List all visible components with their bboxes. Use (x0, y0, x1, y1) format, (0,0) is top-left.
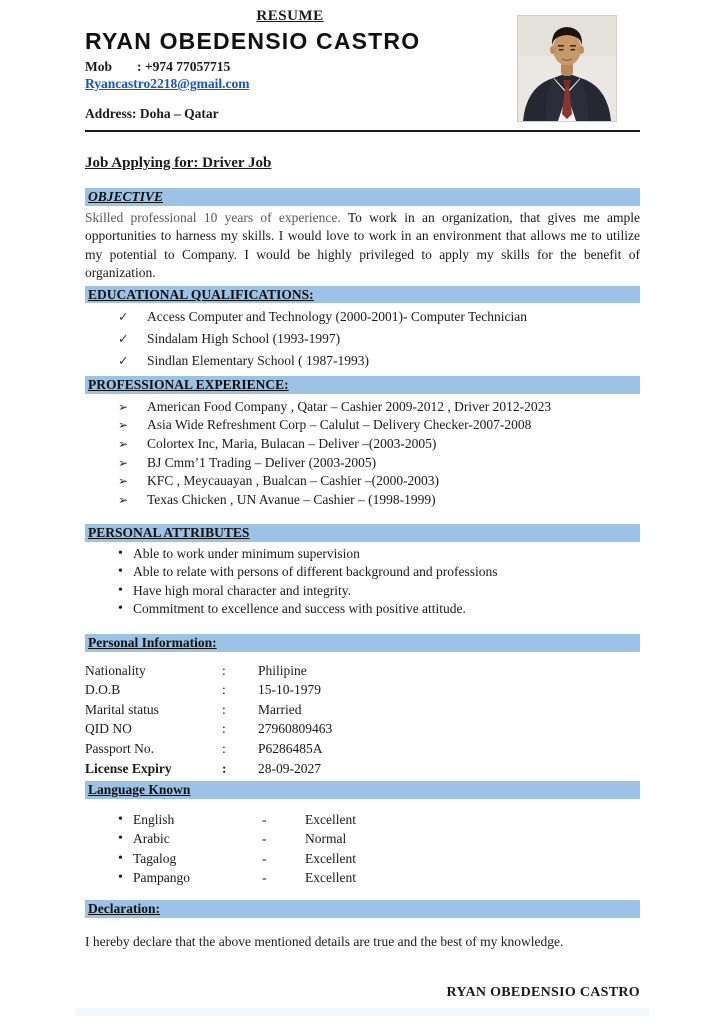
language-row: • Arabic - Normal (85, 829, 640, 849)
section-declaration (85, 900, 640, 1001)
arrow-bullet-icon: ➢ (118, 399, 129, 414)
dot-bullet-icon: • (118, 564, 123, 580)
arrow-bullet-icon: ➢ (118, 418, 129, 433)
mobile-number: : +974 77057715 (137, 59, 231, 74)
declaration-text: I hereby declare that the above mentioned details are true and the best of my knowledge. (85, 933, 564, 949)
experience-item: ➢ KFC , Meycauayan , Bualcan – Cashier –(2000-2003) (85, 472, 640, 491)
experience-item: ➢ Asia Wide Refreshment Corp – Calulut – Delivery Checker-2007-2008 (85, 416, 640, 435)
dot-bullet-icon: • (118, 582, 123, 598)
languages-heading: Language Known (88, 782, 191, 798)
section-objective (85, 188, 640, 283)
objective-heading-bar (85, 188, 640, 206)
attribute-item: • Able to work under minimum supervision (85, 545, 640, 563)
experience-item: ➢ BJ Cmm’1 Trading – Deliver (2003-2005) (85, 454, 640, 473)
education-heading: EDUCATIONAL QUALIFICATIONS: (88, 286, 314, 302)
signature-name: RYAN OBEDENSIO CASTRO (446, 984, 640, 1000)
personal-info-row: Passport No. : P6286485A (85, 741, 323, 756)
personal-info-heading-bar (85, 634, 640, 652)
check-icon: ✓ (118, 354, 129, 369)
dot-bullet-icon: • (118, 850, 123, 866)
experience-heading: PROFESSIONAL EXPERIENCE: (88, 377, 289, 393)
personal-info-row: Nationality : Philipine (85, 662, 307, 678)
language-row: • Tagalog - Excellent (85, 849, 640, 869)
experience-heading-bar (85, 376, 640, 394)
email-link[interactable]: Ryancastro2218@gmail.com (85, 76, 250, 91)
arrow-bullet-icon: ➢ (118, 474, 129, 489)
attribute-item: • Commitment to excellence and success with positive attitude. (85, 600, 640, 618)
experience-item: ➢ American Food Company , Qatar – Cashier 2009-2012 , Driver 2012-2023 (85, 398, 640, 417)
resume-title-wrap (85, 8, 495, 25)
experience-item: ➢ Texas Chicken , UN Avanue – Cashier – (1998-1999) (85, 491, 640, 510)
declaration-heading-bar (85, 900, 640, 918)
document-title: RESUME (256, 8, 324, 24)
attributes-heading: PERSONAL ATTRIBUTES (88, 525, 250, 541)
personal-info-row: Marital status : Married (85, 701, 302, 717)
language-row: • Pampango - Excellent (85, 868, 640, 888)
personal-info-row: QID NO : 27960809463 (85, 721, 333, 737)
attributes-heading-bar (85, 524, 640, 542)
arrow-bullet-icon: ➢ (118, 437, 129, 452)
check-icon: ✓ (118, 310, 129, 325)
education-item: ✓ Access Computer and Technology (2000-2001)- Computer Technician (85, 306, 640, 328)
objective-heading: OBJECTIVE (88, 189, 164, 204)
languages-heading-bar (85, 781, 640, 799)
page-bottom-strip (75, 1008, 649, 1016)
personal-info-row: License Expiry : 28-09-2027 (85, 760, 321, 776)
personal-info-row: D.O.B : 15-10-1979 (85, 682, 321, 698)
dot-bullet-icon: • (118, 545, 123, 561)
section-languages (85, 781, 640, 888)
applicant-photo (517, 15, 617, 122)
attribute-item: • Able to relate with persons of different background and professions (85, 563, 640, 581)
arrow-bullet-icon: ➢ (118, 492, 129, 507)
arrow-bullet-icon: ➢ (118, 455, 129, 470)
address-line: Address: Doha – Qatar (85, 106, 219, 121)
experience-item: ➢ Colortex Inc, Maria, Bulacan – Deliver –(2003-2005) (85, 435, 640, 454)
attribute-item: • Have high moral character and integrity. (85, 582, 640, 600)
objective-lead: Skilled professional 10 years of experience. (85, 209, 341, 225)
dot-bullet-icon: • (118, 600, 123, 616)
dot-bullet-icon: • (118, 870, 123, 886)
resume-header (85, 8, 640, 132)
education-list (85, 306, 640, 372)
language-row: • English - Excellent (85, 810, 640, 830)
languages-rows (85, 810, 640, 888)
section-attributes (85, 524, 640, 618)
experience-list (85, 398, 640, 510)
education-heading-bar (85, 286, 640, 304)
check-icon: ✓ (118, 332, 129, 347)
personal-info-heading: Personal Information: (88, 635, 217, 651)
applicant-name: RYAN OBEDENSIO CASTRO (85, 28, 421, 54)
declaration-heading: Declaration: (88, 901, 160, 917)
attributes-list (85, 545, 640, 618)
section-experience (85, 376, 640, 509)
dot-bullet-icon: • (118, 831, 123, 847)
education-item: ✓ Sindalam High School (1993-1997) (85, 328, 640, 350)
education-item: ✓ Sindlan Elementary School ( 1987-1993) (85, 350, 640, 372)
objective-body: To work in an organization, that gives me ample opportunities to harness my skills. I would love to work in an environment that allows me to utilize my potential to Company. I would be highly privileged to apply my skills for the benefit of organization. (85, 209, 641, 281)
job-applying-text: Job Applying for: Driver Job (85, 155, 272, 171)
dot-bullet-icon: • (118, 811, 123, 827)
section-education (85, 286, 640, 373)
section-personal-info (85, 634, 640, 778)
objective-paragraph (85, 209, 640, 283)
job-applying-line (85, 155, 640, 172)
mobile-label: Mob (85, 59, 112, 74)
applicant-photo-image (518, 16, 616, 121)
personal-info-rows (85, 661, 640, 779)
